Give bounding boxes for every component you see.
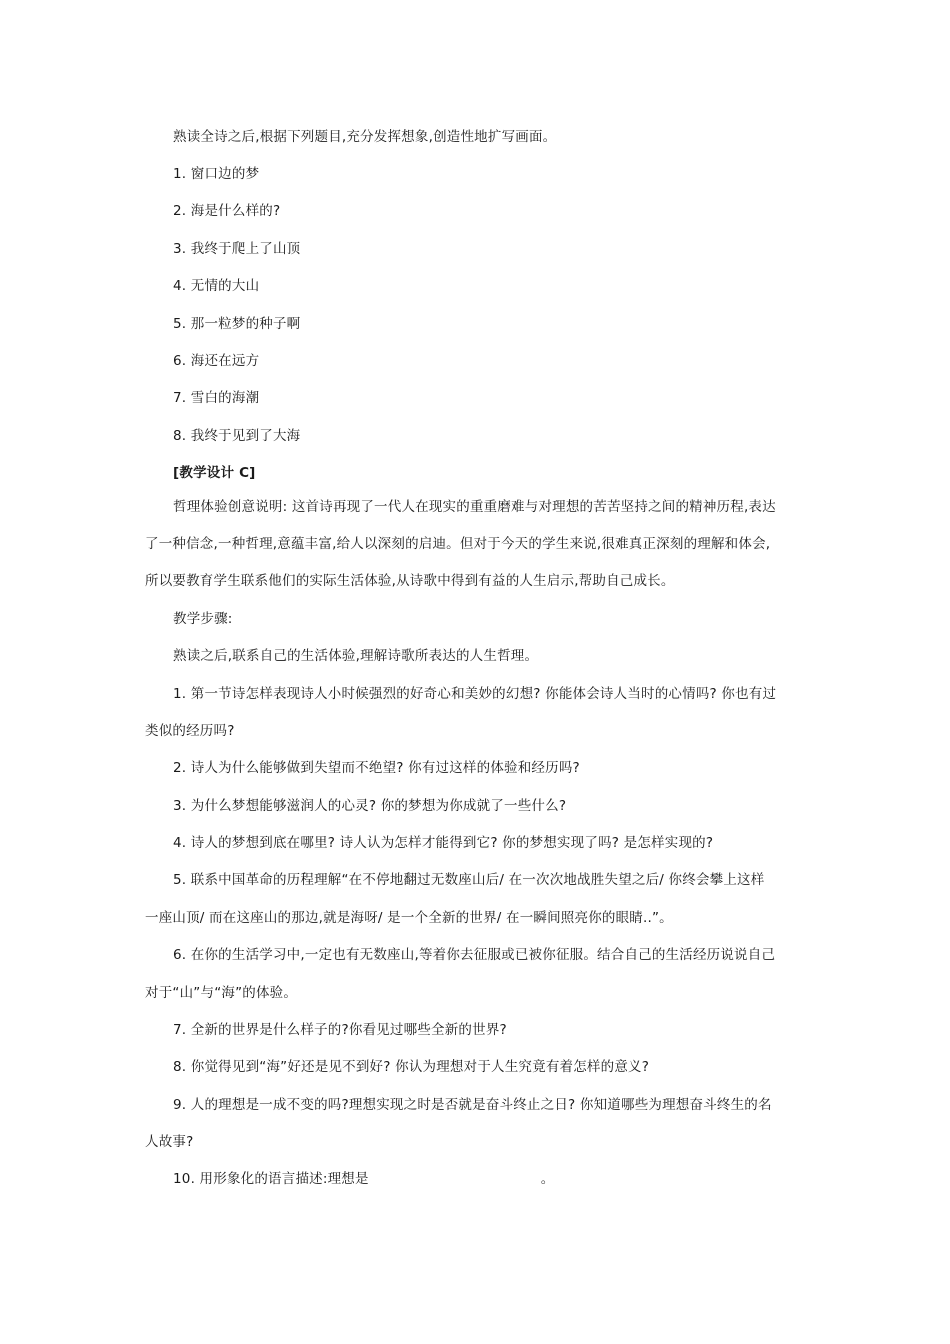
question-line: 6. 在你的生活学习中,一定也有无数座山,等着你去征服或已被你征服。结合自己的生活经历说说自己 — [173, 947, 776, 963]
topic-item: 8. 我终于见到了大海 — [173, 428, 301, 444]
question-prefix: 10. 用形象化的语言描述:理想是 — [173, 1171, 369, 1187]
question-line: 类似的经历吗? — [145, 723, 235, 739]
question-line: 7. 全新的世界是什么样子的?你看见过哪些全新的世界? — [173, 1022, 507, 1038]
topic-item: 7. 雪白的海潮 — [173, 390, 260, 406]
question-line: 9. 人的理想是一成不变的吗?理想实现之时是否就是奋斗终止之日? 你知道哪些为理想奋斗终生的名 — [173, 1097, 772, 1113]
topic-item: 4. 无情的大山 — [173, 278, 260, 294]
question-suffix: 。 — [540, 1171, 555, 1187]
steps-label: 教学步骤: — [173, 611, 233, 627]
question-line: 4. 诗人的梦想到底在哪里? 诗人认为怎样才能得到它? 你的梦想实现了吗? 是怎样实现的? — [173, 835, 714, 851]
question-line: 对于“山”与“海”的体验。 — [145, 985, 298, 1001]
explanation-line: 哲理体验创意说明: 这首诗再现了一代人在现实的重重磨难与对理想的苦苦坚持之间的精神历程,表达 — [173, 499, 776, 515]
question-line: 8. 你觉得见到“海”好还是见不到好? 你认为理想对于人生究竟有着怎样的意义? — [173, 1059, 650, 1075]
section-heading: [教学设计 C] — [173, 465, 256, 481]
intro-paragraph: 熟读全诗之后,根据下列题目,充分发挥想象,创造性地扩写画面。 — [173, 129, 557, 145]
explanation-line: 所以要教育学生联系他们的实际生活体验,从诗歌中得到有益的人生启示,帮助自己成长。 — [145, 573, 675, 589]
question-line: 3. 为什么梦想能够滋润人的心灵? 你的梦想为你成就了一些什么? — [173, 798, 567, 814]
question-line: 2. 诗人为什么能够做到失望而不绝望? 你有过这样的体验和经历吗? — [173, 760, 580, 776]
topic-item: 2. 海是什么样的? — [173, 203, 281, 219]
question-line — [173, 1170, 810, 1188]
topic-item: 5. 那一粒梦的种子啊 — [173, 316, 301, 332]
topic-item: 6. 海还在远方 — [173, 353, 260, 369]
steps-intro: 熟读之后,联系自己的生活体验,理解诗歌所表达的人生哲理。 — [173, 648, 539, 664]
explanation-line: 了一种信念,一种哲理,意蕴丰富,给人以深刻的启迪。但对于今天的学生来说,很难真正深刻的理解和体会, — [145, 536, 771, 552]
question-line: 人故事? — [145, 1134, 194, 1150]
question-line: 1. 第一节诗怎样表现诗人小时候强烈的好奇心和美妙的幻想? 你能体会诗人当时的心情吗? 你也有过 — [173, 686, 777, 702]
topic-item: 3. 我终于爬上了山顶 — [173, 241, 301, 257]
topic-item: 1. 窗口边的梦 — [173, 166, 260, 182]
question-line: 一座山顶/ 而在这座山的那边,就是海呀/ 是一个全新的世界/ 在一瞬间照亮你的眼睛..”。 — [145, 910, 673, 926]
question-line: 5. 联系中国革命的历程理解“在不停地翻过无数座山后/ 在一次次地战胜失望之后/ 你终会攀上这样 — [173, 872, 765, 888]
